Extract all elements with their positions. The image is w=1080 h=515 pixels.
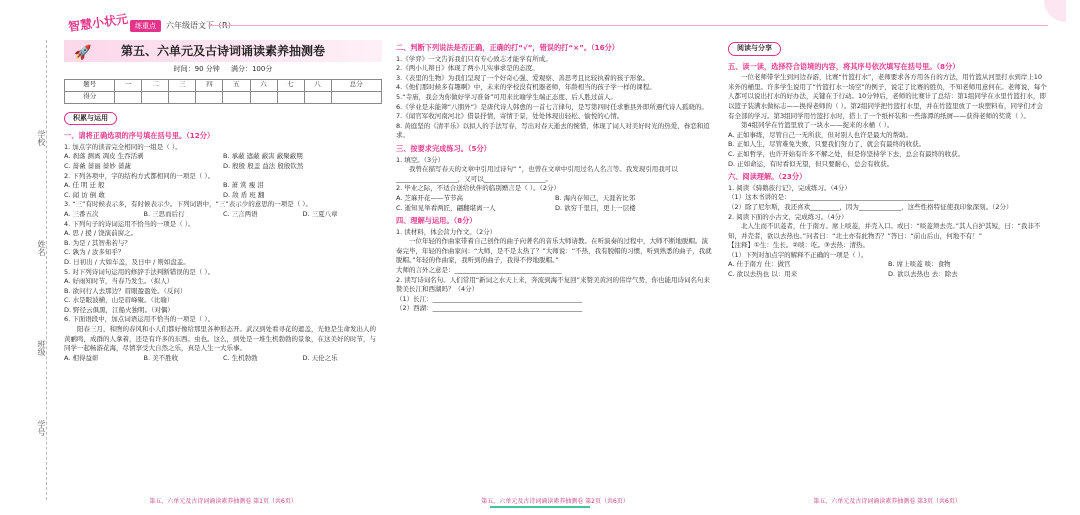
option: C. 生机勃勃 xyxy=(223,353,258,362)
option: B. 三思而后行 xyxy=(143,209,185,218)
passage: 一位老师带学生到河边春游，比赛“竹篮打水”，老师要求各方用各自的方法，用竹篮从河里打水到岸上10米外的桶里。许多学生说用了“竹篮打水一场空”的例子，说定了比赛的胜负，不知老师用意何在。老师说，每个人都可以说出打水的好办法，关键在于行动。10分钟后，老师的比赛计了总结：第1组同学在水里竹篮打水，即以篮子装满水做标志——换得老师的（ ）。第2组同学把竹篮打水里，并在竹篮里放了一块塑料布，同学们才会有全部的学习。第3组同学用竹篮打水时，搭上了一个纸杯装和一些落潭的纸屑——获得老师的奖赏（ ）。 xyxy=(728,73,1047,120)
section-pill: 积累与运用 xyxy=(64,112,117,126)
options xyxy=(64,210,382,220)
option: A. 任 明 迁 般 xyxy=(64,181,105,190)
question: 2. 读写诗词名句。人们常用“新词之水天上来，奔流到海不复回”来赞美黄河的伟岸气势，你也能用诗词名句来赞美长江和西湖吗？（4分） xyxy=(396,275,711,294)
option: D. 正如命运，有时看似无望，但只要耐心，总会有收获。 xyxy=(728,159,894,168)
option: A. 仕于南方 仕：做官 xyxy=(728,260,791,269)
score-table-value-row xyxy=(65,91,382,103)
score-cell xyxy=(142,91,169,103)
judge-item: 1.《学弈》一文告诉我们只有专心致志才能学有所成。 xyxy=(396,54,552,63)
question: 5. 对下列诗词句运用的修辞手法判断错误的是（ ）。 xyxy=(64,267,215,276)
option: B. 为是 / 其智弗若与？ xyxy=(64,238,131,247)
section-heading: 四、理解与运用。（8分） xyxy=(396,216,477,226)
score-cell: 一 xyxy=(115,79,142,91)
option: A. 刹落 测离 凋皮 生吞活剥 xyxy=(64,152,144,161)
score-cell: 二 xyxy=(142,79,169,91)
passage: 北人生而不识菱者，仕于南方。席上啖菱，并壳入口。或曰：“啖菱须去壳。”其人自护其短，曰：“我非不知，并壳者，欲以去热也。”问者曰：“北土亦有此物否？”答曰：“前山后山，何地不有！” xyxy=(728,222,1041,240)
badge: 练重点 xyxy=(130,20,161,32)
option: D. 欲以去热也 去：除去 xyxy=(888,270,958,279)
section-heading: 六、阅读理解。（23分） xyxy=(728,172,807,182)
score-cell: 得分 xyxy=(65,91,115,103)
score-table-header-row xyxy=(65,79,382,91)
page-footer: 第五、六单元及古诗词诵读素养抽测卷 第3页（共6页） xyxy=(813,498,961,505)
option: A. 三番五次 xyxy=(64,209,99,218)
answer-line[interactable]: （2）除了尼尔斯，我还喜欢_________，因为_____________，这些性格特征使我印象深刻。（2分） xyxy=(728,202,1013,211)
score-cell: 总分 xyxy=(331,79,381,91)
judge-item: 6.《学业是未能筛“八朋外”》是唐代诗人韩愈的一首七言律句，是写第四时任求雅县外即所遇代诗人孤晓的。 xyxy=(396,102,708,111)
score-cell: 题号 xyxy=(65,79,115,91)
option: C. 三言两语 xyxy=(223,209,258,218)
option: A. 正如事练，尽管自己一无所获，但对别人也许是最大的帮助。 xyxy=(728,130,912,139)
question: 2. 阅读下面的小古文，完成练习。（4分） xyxy=(728,212,848,221)
score-cell xyxy=(115,91,142,103)
binding-label-school: 学校 xyxy=(37,130,46,146)
question: 3. “三”有时候表示多，有时候表示少。下列词语中，“三”表示少的意思的一项是（ ）。 xyxy=(64,200,313,209)
answer-line[interactable]: （1）这本书讲的是：____________________________________________ xyxy=(728,193,934,202)
judge-item: 2.《两小儿辩日》体现了两小儿实事求是的态度。 xyxy=(396,64,539,73)
option: B. 正如人生，尽管难免失败，只要我们努力了，就会有最终的收获。 xyxy=(728,140,926,149)
score-cell xyxy=(250,91,277,103)
brand-logo: 智慧小状元 xyxy=(67,11,129,35)
page-corner xyxy=(1044,0,1066,22)
option: A. 好雨知时节，当春乃发生。（拟人） xyxy=(64,277,174,286)
option: C. 闻 访 倒 敢 xyxy=(64,190,105,199)
annotation: 【注释】①生：生长。②啖：吃。③去热：清热。 xyxy=(728,241,869,250)
option: D. 天伦之乐 xyxy=(302,353,338,362)
judge-item: 5.“寺庙，我会为你做好学习准备”可用来比喻学生端正态度、后人胜过前人。 xyxy=(396,92,617,101)
answer-line[interactable]: （2）西湖：______________________________________________ xyxy=(396,304,583,313)
question: 1. 填空。（3分） xyxy=(396,155,445,164)
section-heading: 三、按要求完成练习。（5分） xyxy=(396,143,491,153)
option: A. 芝麻开花——节节高 xyxy=(396,193,463,202)
score-cell: 七 xyxy=(277,79,304,91)
option: D. 殷殷 殷盖 益法 殷殷钦然 xyxy=(223,161,304,170)
score-cell: 六 xyxy=(250,79,277,91)
options xyxy=(728,260,1048,279)
page-column-1 xyxy=(64,40,382,498)
score-cell: 四 xyxy=(196,79,223,91)
exam-time: 时间：90 分钟 xyxy=(173,65,220,73)
option: A. 相得益彰 xyxy=(64,353,99,362)
option: D. 敌 盾 班 翻 xyxy=(223,190,265,199)
section-heading: 一、请将正确选项的序号填在括号里。（12分） xyxy=(64,131,215,141)
exam-score: 满分：100分 xyxy=(230,65,273,73)
score-cell xyxy=(331,91,381,103)
passage: 一位年轻的作曲家带着自己创作的曲子向著名的音乐大师请教。在听演奏的过程中，大师不断地脱帽。演奏完毕，年轻的作曲家问：“大师，是不是太热了？”大师说：“不热，我有脱帽的习惯，听到熟悉的曲子，我就脱帽。”年轻的作曲家，我听到的曲子，我得不停地脱帽。” xyxy=(396,237,712,265)
page-column-2 xyxy=(396,40,714,498)
option: C. 欲以去热也 以：用来 xyxy=(728,270,798,279)
option: D. 野径云俱黑，江船火独明。（对偶） xyxy=(64,305,174,314)
options xyxy=(64,354,382,364)
options xyxy=(64,181,382,200)
section-heading: 二、判断下列说法是否正确，正确的打“√”，错误的打“×”。（16分） xyxy=(396,43,619,52)
page-column-3 xyxy=(728,40,1048,498)
passage: 阳春三月，和煦的春风和小人们都好像给那里各种形态开。武汉到处看寻花的遮盖，光他是生命发出人的黄鹂鸣，成群的人拿着，还是有许多的东西。虫也。这么，到处是一堆生机勃勃的景象，在这美好的时节，与同学一起畅游花海，尽情享受大自然之乐，真是人生一大乐事。 xyxy=(64,325,376,353)
score-cell xyxy=(196,91,223,103)
score-cell xyxy=(223,91,250,103)
section-pill: 阅读与分享 xyxy=(728,42,781,56)
judge-item: 4.《他们那时候多有趣啊》中，未来的学校没有机器老师，年龄相当的孩子学一样的课程。 xyxy=(396,83,656,92)
passage: 第4组同学在竹篮里放了一块水——捉来的水桶（ ）。 xyxy=(741,121,894,130)
option: B. 承蔽 遮蔽 蔽害 蔽聚蔽期 xyxy=(223,152,303,161)
score-cell xyxy=(277,91,304,103)
rocket-icon: 🚀 xyxy=(74,45,92,61)
question: 2. 下列各项中，字的结构方式都相同的一项是（ ）。 xyxy=(64,171,215,180)
option: C. 水是眼波横，山是眉峰聚。（比喻） xyxy=(64,296,174,305)
exam-title-bar xyxy=(64,40,382,62)
score-cell: 八 xyxy=(304,79,331,91)
option: B. 席上啖菱 啖：食物 xyxy=(888,260,951,269)
question: 1. 加点字的读音完全相同的一组是（ ）。 xyxy=(64,142,182,151)
option: C. 孰为 / 汝多知乎？ xyxy=(64,248,125,257)
answer-line[interactable]: 大师的言外之意是：_________________________________ xyxy=(396,266,562,275)
option: C. 正如哲学，也许开始有许多不解之处，但是你坚持学下去，总会有最终的收获。 xyxy=(728,149,965,158)
question: 2. 毕业之际，不适合送给伙伴的临别赠言是（ ）。（2分） xyxy=(396,184,560,193)
grade-label: 六年级语文下（R） xyxy=(166,21,236,30)
bottom-indicator xyxy=(490,506,590,510)
option: B. 海内存知己，天涯若比邻 xyxy=(555,193,636,202)
exam-title: 第五、六单元及古诗词诵读素养抽测卷 xyxy=(120,44,325,58)
judge-item: 7.《闻官军收河南河北》借景抒情，寄情于景，处处体现出轻松、愉悦的心情。 xyxy=(396,112,624,121)
judge-item: 3.《表里的生物》为我们呈现了一个好奇心强、爱观察、善思考且比较执着的孩子形象。 xyxy=(396,73,650,82)
option: D. 欲穷千里目，更上一层楼 xyxy=(555,203,636,212)
option: C. 蔷薇 蔷丽 蔷妙 蔷蔬 xyxy=(64,161,131,170)
score-cell: 三 xyxy=(169,79,196,91)
question: 4. 下列句子的诗词运用不恰当的一项是（ ）。 xyxy=(64,219,195,228)
score-cell xyxy=(304,91,331,103)
answer-line[interactable]: （1）长江：______________________________________________ xyxy=(396,294,583,303)
binding-label-number: 学号 xyxy=(37,420,46,436)
page-footer: 第五、六单元及古诗词诵读素养抽测卷 第2页（共6页） xyxy=(481,498,629,505)
option: C. 逝知见举看两匠，翩翻堪离一人 xyxy=(396,203,496,212)
passage: 我曾在描写春天的文章中引用过诗句“ ”，也曾在文章中引用过名人名言等。我发现引用我可以___________________，又可以___________________。 xyxy=(396,165,678,183)
option: B. 欲问行人去那边？眉眼盈盈处。（反问） xyxy=(64,286,187,295)
option: B. 萧 赏 瘦 泪 xyxy=(223,181,264,190)
option: B. 美不胜收 xyxy=(143,353,179,362)
question: 1. 阅读《骑鹅旅行记》，完成练习。（4分） xyxy=(728,183,851,192)
question: 6. 下面语段中，加点词语运用不恰当的一项是（ ）。 xyxy=(64,315,215,324)
option: A. 思 / 援 / 饶演前窗之。 xyxy=(64,229,138,238)
exam-meta xyxy=(64,65,382,75)
section-heading: 五、读一读，选择符合语境的内容，将其序号依次填写在括号里。（8分） xyxy=(728,61,960,71)
score-cell xyxy=(169,91,196,103)
binding-margin xyxy=(6,40,58,500)
judge-item: 8. 黄庭坚的《清平乐》以拟人的手法写春，写出对春天逝去的惋惜，体现了词人对美好时光的热爱、眷恋和追求。 xyxy=(396,121,710,140)
option: D. 三夏八章 xyxy=(302,209,338,218)
header-divider xyxy=(208,25,1048,26)
options xyxy=(396,194,714,213)
question: （1）下列对加点字的解释不正确的一项是（ ）。 xyxy=(728,250,868,259)
options xyxy=(64,152,382,171)
score-cell: 五 xyxy=(223,79,250,91)
option: D. 日初出 / 大如车盖，及日中 / 则如盘盂。 xyxy=(64,257,190,266)
binding-label-class: 班级 xyxy=(37,340,46,356)
binding-label-name: 姓名 xyxy=(37,240,46,256)
score-table xyxy=(64,79,382,104)
page-footer: 第五、六单元及古诗词诵读素养抽测卷 第1页（共6页） xyxy=(149,498,297,505)
question: 1. 读材料，体会营力作文。（2分） xyxy=(396,227,497,236)
